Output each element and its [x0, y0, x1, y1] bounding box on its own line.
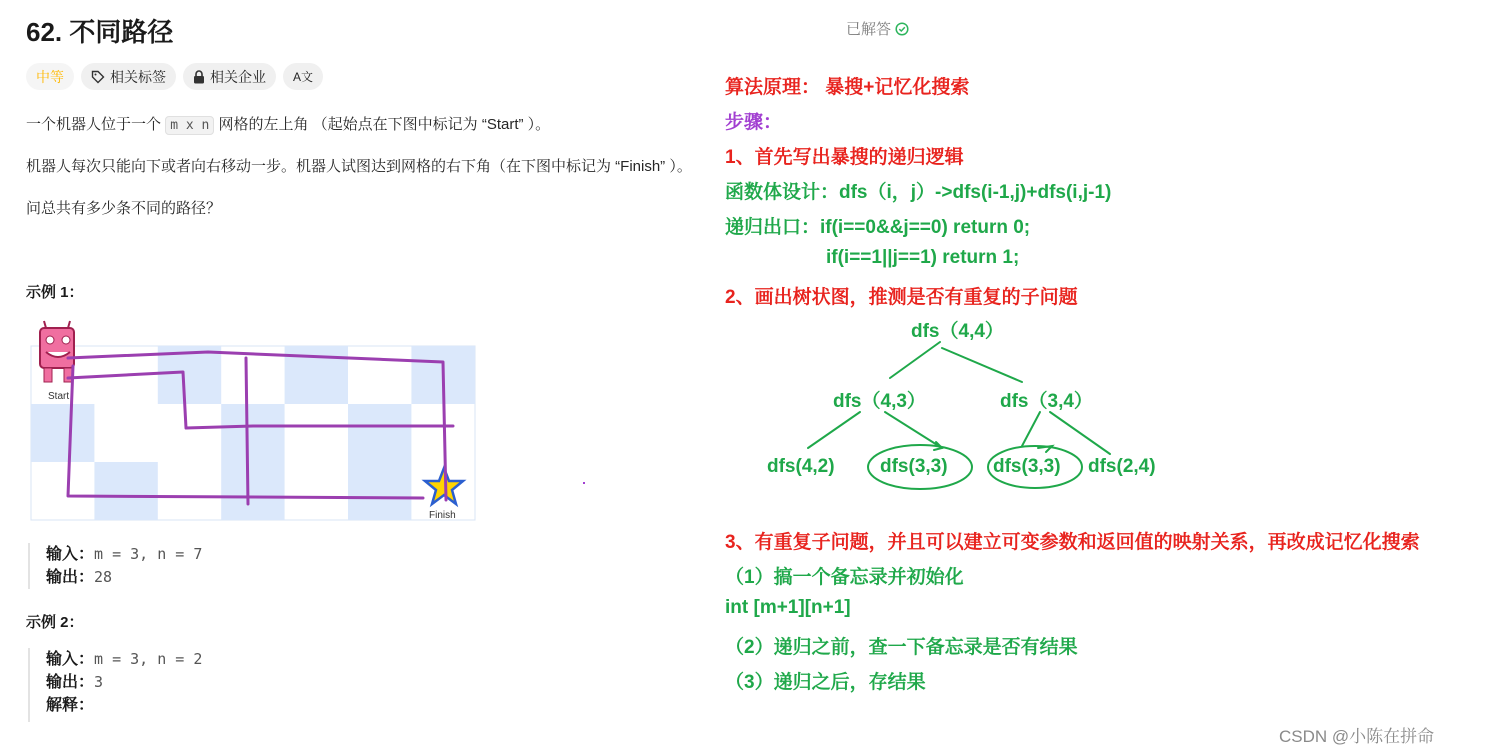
example-1-output-row: [46, 566, 202, 589]
example-1-output-label: 输出：: [46, 569, 95, 586]
example-1-output-value: 28: [94, 568, 113, 586]
example-2-input-label: 输入：: [46, 651, 95, 668]
substep-1: （1）搞一个备忘录并初始化: [725, 567, 964, 588]
example-1-input-label: 输入：: [46, 546, 95, 563]
description-line-2: 机器人每次只能向下或者向右移动一步。机器人试图达到网格的右下角（在下图中标记为 “Finish” ）。: [26, 158, 692, 175]
check-circle-icon: [895, 22, 909, 36]
translate-icon: A文: [293, 70, 314, 84]
step-3: 3、有重复子问题，并且可以建立可变参数和返回值的映射关系，再改成记忆化搜索: [725, 532, 1420, 553]
stray-dot: [583, 482, 585, 484]
translate-button[interactable]: [283, 63, 323, 90]
difficulty-badge[interactable]: 中等: [26, 63, 74, 90]
substep-2: （2）递归之前，查一下备忘录是否有结果: [725, 637, 1078, 658]
related-companies-button[interactable]: [183, 63, 276, 90]
description-line-1: [26, 113, 550, 134]
example-1-input-value: m = 3, n = 7: [94, 545, 203, 563]
description-line-3: 问总共有多少条不同的路径？: [26, 200, 222, 217]
lock-icon: [193, 70, 205, 84]
solved-label: 已解答: [846, 21, 892, 38]
step-2: 2、画出树状图，推测是否有重复的子问题: [725, 287, 1078, 308]
tree-left-left: dfs(4,2): [767, 456, 835, 477]
watermark: CSDN @​​小陈在拼命​​: [1279, 727, 1435, 746]
tree-root: dfs（4,4）: [911, 321, 1004, 342]
memo-declaration: int [m+1][n+1]: [725, 597, 851, 618]
example-1-input-row: [46, 543, 202, 566]
example-grid-image: [28, 318, 478, 526]
example-2-explain-label: 解释：: [46, 697, 95, 714]
algorithm-principle: 算法原理： 暴搜+记忆化搜索: [725, 77, 970, 98]
example-2-input-value: m = 3, n = 2: [94, 650, 203, 668]
example-2-label: 示例 2：: [26, 614, 84, 631]
example-1-label: 示例 1：: [26, 284, 84, 301]
substep-3: （3）递归之后，存结果: [725, 672, 926, 693]
page-title: 62. 不同路径: [26, 17, 174, 47]
grid-start-label: Start: [48, 391, 70, 402]
example-2-explain-row: [46, 694, 202, 717]
desc1-prefix: 一个机器人位于一个: [26, 116, 162, 133]
steps-heading: 步骤：: [725, 112, 783, 133]
example-2-output-label: 输出：: [46, 674, 95, 691]
recursion-exit-1: 递归出口：if(i==0&&j==0) return 0;: [725, 217, 1031, 238]
related-tags-label: 相关标签: [110, 68, 166, 85]
solved-status: [846, 18, 909, 39]
desc1-suffix: 网格的左上角 （起始点在下图中标记为 “Start” ）。: [218, 116, 551, 133]
tree-right: dfs（3,4）: [1000, 391, 1093, 412]
related-tags-button[interactable]: [81, 63, 176, 90]
tree-right-right: dfs(2,4): [1088, 456, 1156, 477]
example-2-block: [28, 648, 202, 722]
grid-size-code: m x n: [165, 116, 214, 135]
tag-row: [26, 63, 323, 90]
step-1: 1、首先写出暴搜的递归逻辑: [725, 147, 964, 168]
example-2-input-row: [46, 648, 202, 671]
function-design: 函数体设计：dfs（i，j）->dfs(i-1,j)+dfs(i,j-1): [725, 182, 1112, 203]
related-companies-label: 相关企业: [210, 68, 266, 85]
recursion-exit-2: if(i==1||j==1) return 1;: [826, 247, 1020, 268]
example-2-output-row: [46, 671, 202, 694]
grid-finish-label: Finish: [429, 510, 456, 521]
tag-icon: [91, 70, 105, 84]
tree-right-left: dfs(3,3): [993, 456, 1061, 477]
example-1-block: [28, 543, 202, 589]
tree-left-right: dfs(3,3): [880, 456, 948, 477]
example-2-output-value: 3: [94, 673, 104, 691]
tree-left: dfs（4,3）: [833, 391, 926, 412]
tree-edges: [760, 330, 1180, 500]
